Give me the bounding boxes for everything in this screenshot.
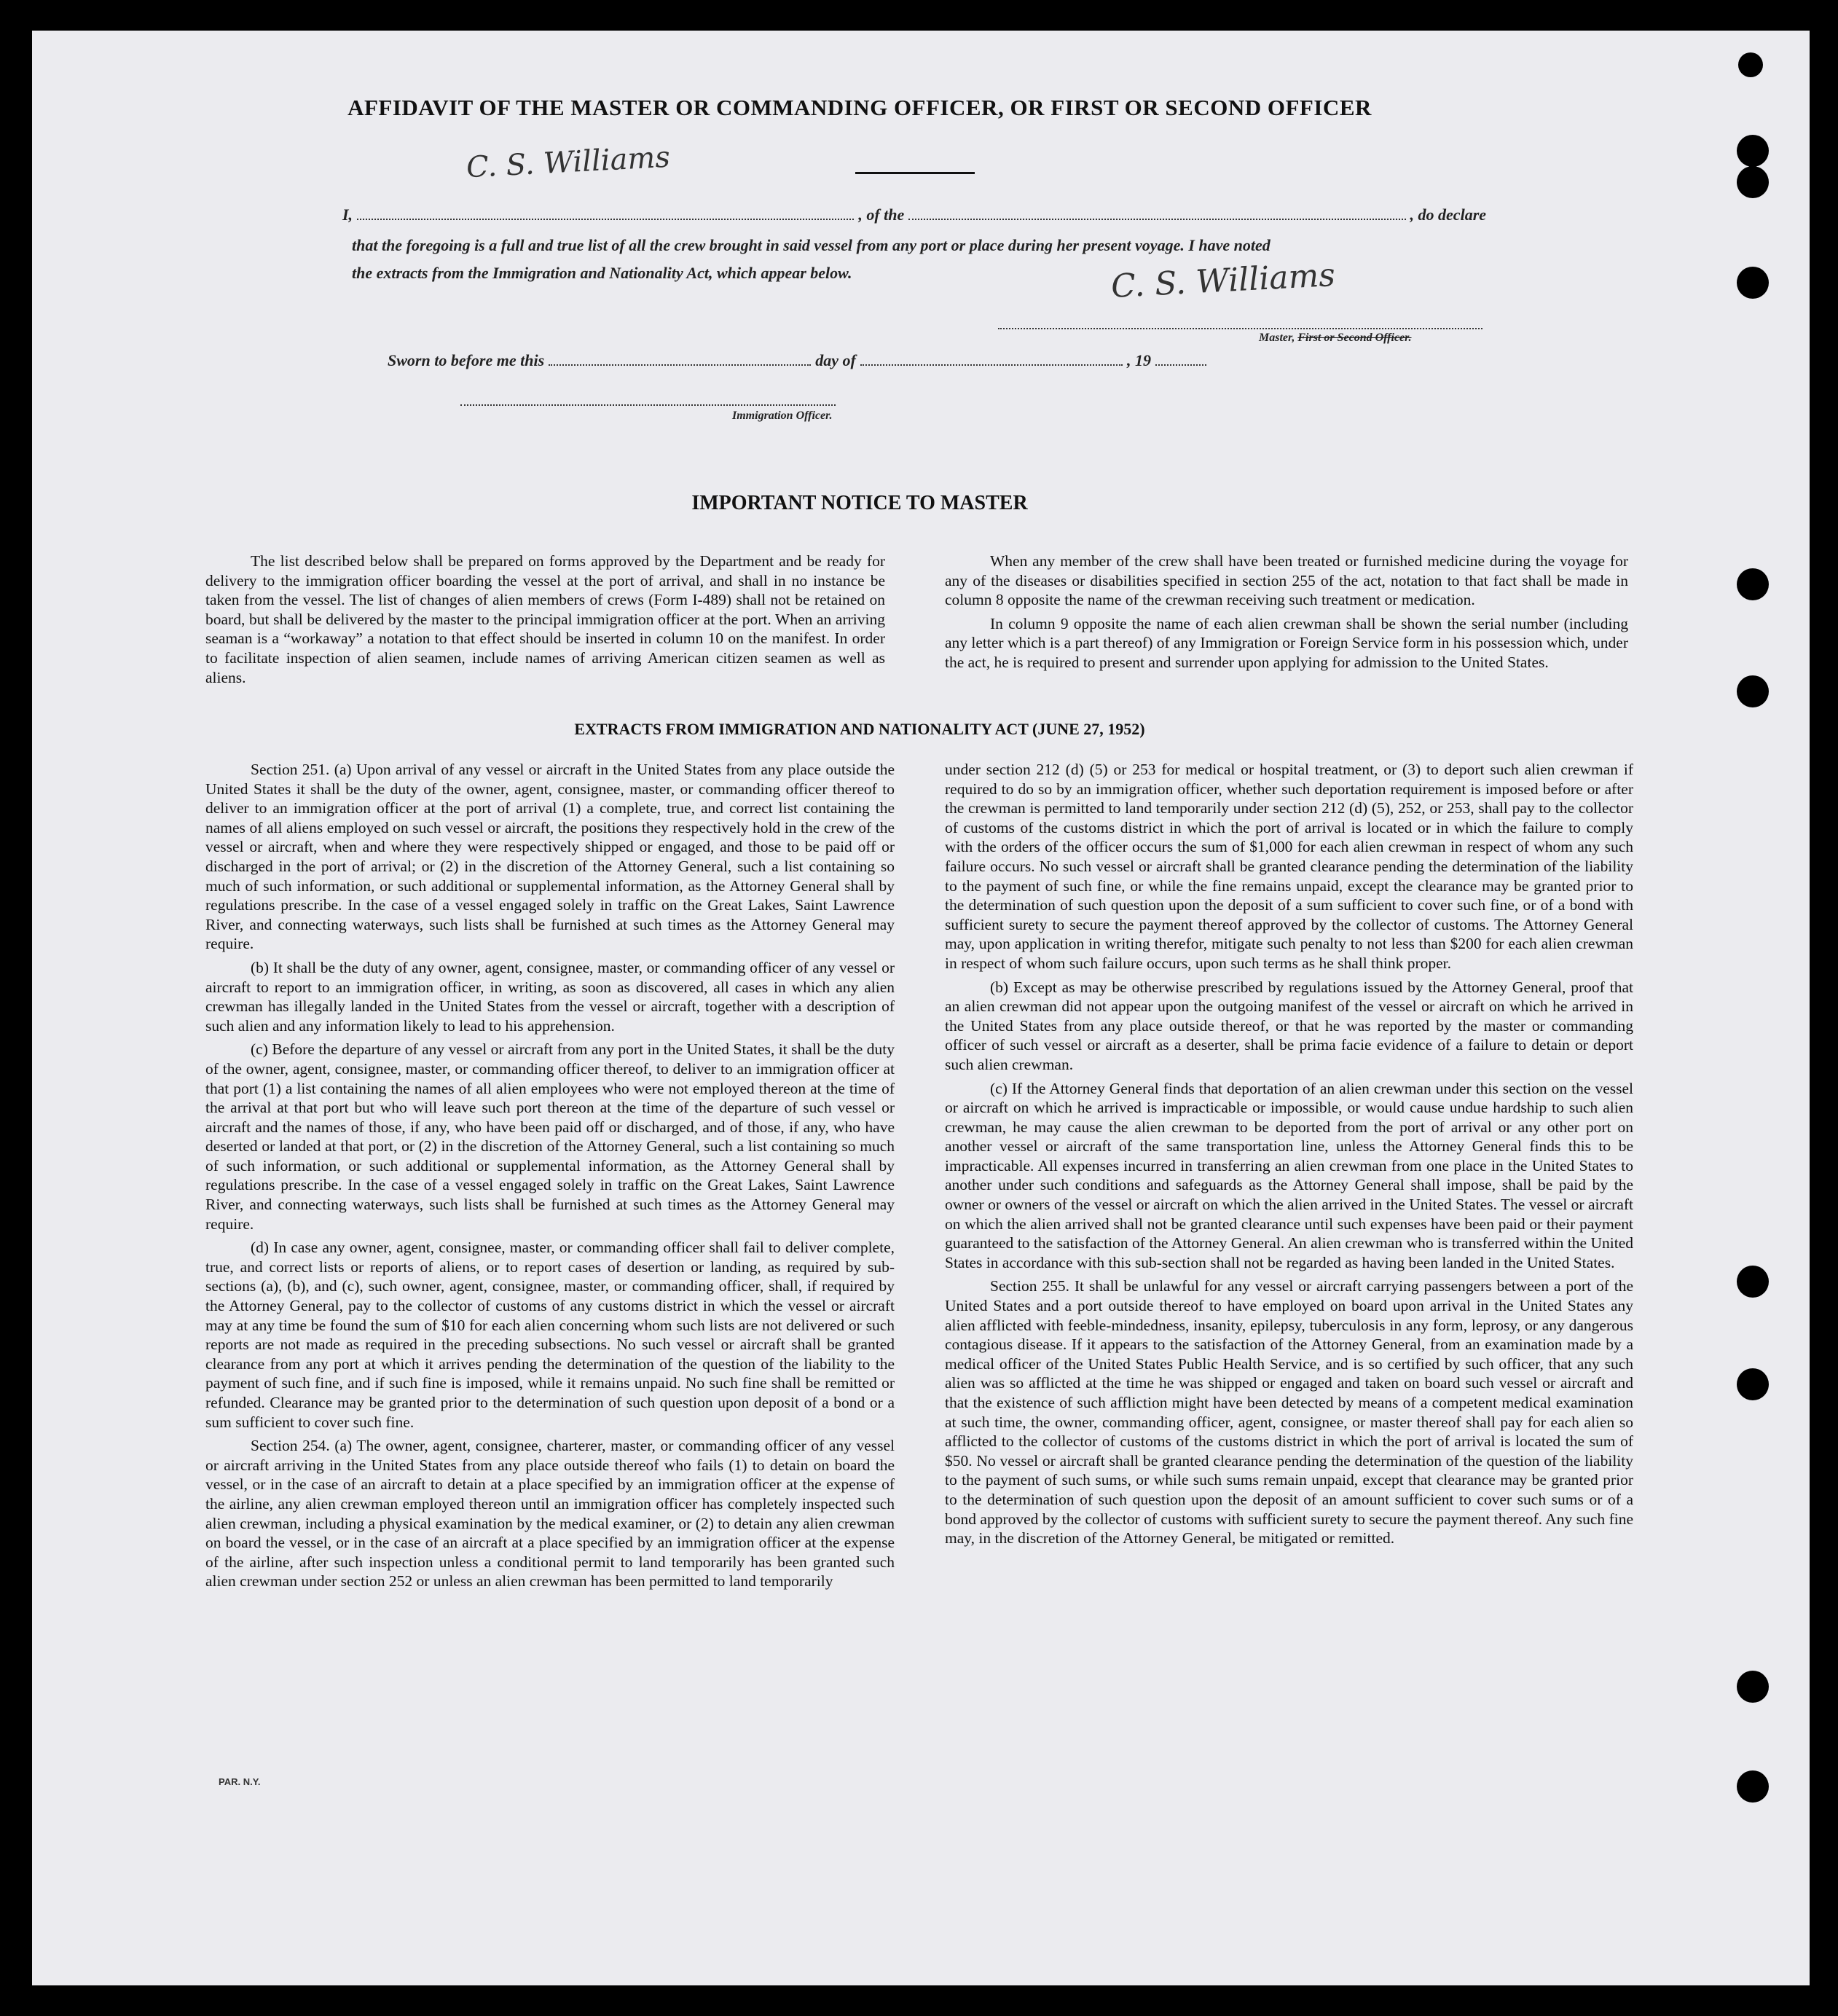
punch-hole [1737, 1266, 1769, 1298]
extract-section-255: Section 255. It shall be unlawful for any vessel or aircraft carrying passengers between a port of the United States and a port outside thereof to have employed on board upon arrival in the United States any alien afflicted with feeble-mindedness, insanity, epilepsy, tuberculosis in any form, leprosy, or any dangerous contagious disease. If it appears to the satisfaction of the Attorney General, from an examination made by a medical officer of the United States Public Health Service, and is so certified by such officer, that any such alien was so afflicted at the time he was shipped or engaged and taken on board such vessel or aircraft and that the existence of such affliction might have been detected by means of a competent medical examination at such time, the owner, commanding officer, agent, consignee, or master thereof shall pay for each alien so afflicted to the collector of customs of the customs district in which the port of arrival is located the sum of $50. No vessel or aircraft shall be granted clearance pending the determination of the question of the liability to the payment of such sums, or while such sums remain unpaid, except that clearance may be granted prior to the determination of such question upon the deposit of an amount sufficient to cover such sums or of a bond approved by the collector of customs with sufficient surety to secure the payment thereof. Any such fine may, in the discretion of the Attorney General, be mitigated or remitted. [945, 1277, 1633, 1548]
sworn-year: , 19 [1127, 351, 1152, 369]
extract-section-254c: (c) If the Attorney General finds that deportation of an alien crewman under this section on the vessel or aircraft on which he arrived is impracticable or impossible, or would cause undue hardship to such alien crewman, he may cause the alien crewman to be deported from the port of arrival or any other port on another vessel or aircraft of the same transportation line, unless the Attorney General finds this to be impracticable. All expenses incurred in transferring an alien crewman from one place in the United States to another under such conditions and safeguards as the Attorney General shall impose, shall be paid by the owner or owners of the vessel or aircraft on which the alien arrived in the United States. The vessel or aircraft on which the alien arrived shall not be granted clearance until such expenses have been paid or their payment guaranteed to the satisfaction of the Attorney General. An alien crewman who is transferred within the United States in accordance with this sub-section shall not be regarded as having been landed in the United States. [945, 1079, 1633, 1271]
extracts-right-column [945, 760, 1633, 1553]
statement-line-1: that the foregoing is a full and true list of all the crew brought in said vessel from any port or place during her present voyage. I have noted [352, 236, 1271, 254]
punch-hole [1737, 568, 1769, 600]
handwritten-name: C. S. Williams [465, 140, 671, 185]
signer-master: Master, [1259, 332, 1295, 344]
extracts-left-column [205, 760, 895, 1596]
extract-section-254a-cont: under section 212 (d) (5) or 253 for medical or hospital treatment, or (3) to deport such alien crewman if required to do so by an immigration officer, whether such deportation requirement is imposed before or after the crewman is permitted to land temporarily under section 212 (d) (5), 252, or 253, shall pay to the collector of customs of the customs district in which the port of arrival is located or in which the failure to comply with the orders of the officer occurs the sum of $1,000 for each alien crewman in respect of whom any such failure occurs. No such vessel or aircraft shall be granted clearance pending the determination of the liability to the payment of such fine, or while the fine remains unpaid, except the clearance may be granted prior to the determination of such question upon the deposit of a sum sufficient to cover such fine, or of a bond with sufficient surety to secure the payment thereof approved by the collector of customs. The Attorney General may, upon application in writing therefor, mitigate such penalty to not less than $200 for each alien crewman in respect of whom such failure occurs, upon such terms as he shall think proper. [945, 761, 1633, 972]
punch-hole [1737, 1671, 1769, 1703]
sworn-month-blank[interactable] [860, 364, 1123, 366]
extract-section-251a: Section 251. (a) Upon arrival of any vessel or aircraft in the United States from any place outside the United States it shall be the duty of the owner, agent, consignee, master, or commanding officer thereof to deliver to an immigration officer at the port of arrival (1) a complete, true, and correct list containing the names of all aliens employed on such vessel or aircraft, the positions they respectively hold in the crew of the vessel or aircraft, when and where they were respectively shipped or engaged, and those to be paid off or discharged in the port of arrival; or (2) in the discretion of the Attorney General, such a list containing so much of such information, or such additional or supplemental information, as the Attorney General shall by regulations prescribe. In the case of a vessel engaged solely in traffic on the Great Lakes, Saint Lawrence River, and connecting waterways, such lists shall be furnished at such times as the Attorney General may require. [205, 761, 895, 953]
notice-heading: IMPORTANT NOTICE TO MASTER [691, 492, 1028, 514]
sworn-line [388, 351, 1211, 370]
sworn-day-of: day of [815, 351, 856, 369]
punch-hole [1737, 1770, 1769, 1803]
vessel-blank[interactable] [908, 218, 1405, 220]
punch-hole [1737, 1368, 1769, 1400]
declare-suffix: , do declare [1410, 205, 1487, 224]
printer-mark: PAR. N.Y. [219, 1776, 261, 1787]
extract-section-251b: (b) It shall be the duty of any owner, agent, consignee, master, or commanding officer of any vessel or aircraft to report to an immigration officer, in writing, as soon as discovered, all cases in which any alien crewman has illegally landed in the United States from the vessel or aircraft, together with a description of such alien and any information likely to lead to his apprehension. [205, 958, 895, 1035]
notice-right-paragraph-1: When any member of the crew shall have been treated or furnished medicine during the voyage for any of the diseases or disabilities specified in section 255 of the act, notation to that fact shall be made in column 8 opposite the name of the crewman receiving such treatment or medication. [945, 552, 1628, 609]
notice-right-paragraph-2: In column 9 opposite the name of each alien crewman shall be shown the serial number (including any letter which is a part thereof) of any Immigration or Foreign Service form in his possession which, under the act, he is required to present and surrender upon applying for admission to the United States. [945, 614, 1629, 671]
sworn-prefix: Sworn to before me this [388, 351, 545, 369]
notice-left-paragraph: The list described below shall be prepared on forms approved by the Department and be ready for delivery to the immigration officer boarding the vessel at the port of arrival, and shall in no instance be taken from the vessel. The list of changes of alien members of crews (Form I-489) shall not be retained on board, but shall be delivered by the master to the principal immigration officer at the port. When an arriving seaman is a “workaway” a notation to that effect should be inserted in column 10 on the manifest. In order to facilitate inspection of alien seamen, include names of arriving American citizen seamen as well as aliens. [205, 552, 885, 686]
punch-hole [1738, 52, 1763, 77]
extract-section-254a: Section 254. (a) The owner, agent, consignee, charterer, master, or commanding officer of any vessel or aircraft arriving in the United States from any place outside thereof who fails (1) to detain on board the vessel, or in the case of an aircraft to detain at a place specified by an immigration officer at the expense of the airline, any alien crewman employed thereon until an immigration officer has completely inspected such alien crewman, including a physical examination by the medical examiner, or (2) to detain any alien crewman on board the vessel, or in the case of an aircraft at a place specified by an immigration officer at the expense of the airline, after such inspection unless a conditional permit to land temporarily has been granted such alien crewman under section 252 or unless an alien crewman has been permitted to land temporarily [205, 1437, 895, 1591]
declare-prefix: I, [342, 205, 353, 224]
extract-section-254b: (b) Except as may be otherwise prescribed by regulations issued by the Attorney General, proof that an alien crewman did not appear upon the outgoing manifest of the vessel or aircraft on which he arrived in the United States from any place outside thereof, or that he was reported by the master or commanding officer of such vessel or aircraft as a deserter, shall be prima facie evidence of a failure to detain or deport such alien crewman. [945, 978, 1633, 1073]
signer-label [1259, 332, 1412, 345]
signer-struck: First or Second Officer. [1297, 332, 1412, 344]
affidavit-title: AFFIDAVIT OF THE MASTER OR COMMANDING OFFICER, OR FIRST OR SECOND OFFICER [347, 95, 1372, 120]
sworn-year-blank[interactable] [1155, 364, 1206, 366]
title-rule [855, 172, 975, 174]
extracts-heading: EXTRACTS FROM IMMIGRATION AND NATIONALITY ACT (JUNE 27, 1952) [574, 720, 1145, 738]
punch-hole [1737, 166, 1769, 198]
declare-of-the: , of the [858, 205, 905, 224]
signature-rule [998, 328, 1482, 331]
notice-right-column [945, 552, 1628, 677]
name-blank[interactable] [357, 218, 854, 220]
notice-left-column [205, 552, 885, 691]
declaration-line [342, 205, 1486, 224]
punch-hole [1737, 267, 1769, 299]
sworn-day-blank[interactable] [549, 364, 811, 366]
extract-section-251d: (d) In case any owner, agent, consignee, master, or commanding officer shall fail to deliver complete, true, and correct lists or reports of aliens, or to report cases of desertion or landing, as required by sub-sections (a), (b), and (c), such owner, agent, consignee, master, or commanding officer, shall, if required by the Attorney General, pay to the collector of customs of any customs district in which the vessel or aircraft may at any time be found the sum of $10 for each alien concerning whom such lists are not delivered or such reports are not made as required in the preceding subsections. No such vessel or aircraft shall be granted clearance from any port at which it arrives pending the determination of the question of the liability to the payment of such fine, and if such fine is imposed, while it remains unpaid. No such fine shall be remitted or refunded. Clearance may be granted prior to the determination of such question upon deposit of a bond or a sum sufficient to cover such fine. [205, 1239, 895, 1431]
statement-line-2: the extracts from the Immigration and Nationality Act, which appear below. [352, 264, 852, 282]
punch-hole [1737, 675, 1769, 707]
master-signature: C. S. Williams [1110, 256, 1337, 306]
officer-rule [460, 404, 836, 407]
punch-hole [1737, 135, 1769, 167]
extract-section-251c: (c) Before the departure of any vessel or aircraft from any port in the United States, it shall be the duty of the owner, agent, consignee, master, or commanding officer thereof, to deliver to an immigration officer at that port (1) a list containing the names of all alien employees who were not employed thereon at the time of the arrival at that port but who will leave such port thereon at the time of the departure of such vessel or aircraft and the names of those, if any, who have been paid off or discharged, and of those, if any, who have deserted or landed at that port, or (2) in the discretion of the Attorney General, such a list containing so much of such information, or such additional or supplemental information, as the Attorney General shall by regulations prescribe. In the case of a vessel engaged solely in traffic on the Great Lakes, Saint Lawrence River, and connecting waterways, such lists shall be furnished at such times as the Attorney General may require. [205, 1040, 895, 1233]
officer-label: Immigration Officer. [732, 409, 833, 422]
